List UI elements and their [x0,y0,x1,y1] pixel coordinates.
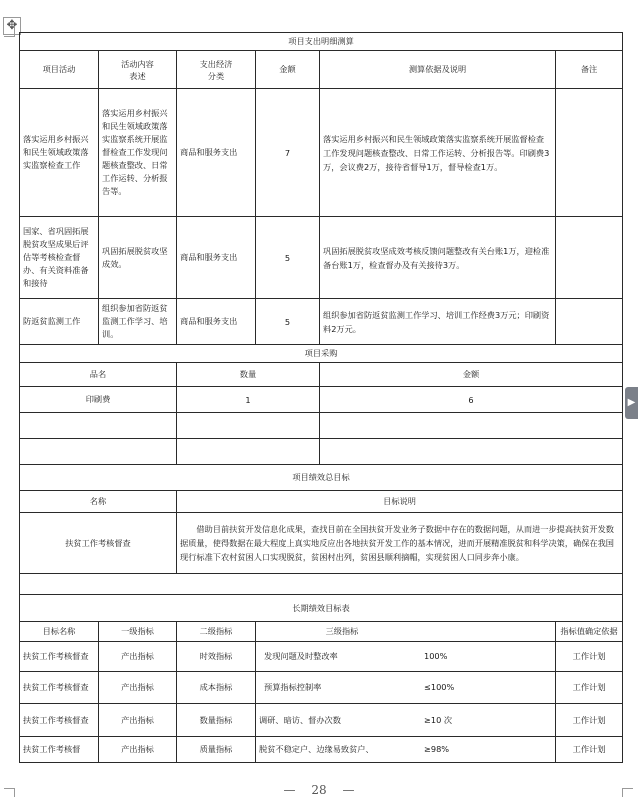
page-number-value: 28 [311,783,327,797]
header-level1: 一级指标 [99,622,177,642]
header-goal-description: 目标说明 [177,491,623,513]
goal-level3: 预算指标控制率 [264,682,322,692]
header-amount: 金额 [256,51,320,89]
header-note: 备注 [556,51,623,89]
expense-note [556,299,623,345]
procurement-quantity [177,439,320,465]
goal-target-name: 扶贫工作考核督查 [20,704,99,737]
expense-amount: 5 [256,217,320,299]
expense-basis: 组织参加省防返贫监测工作学习、培训工作经费3万元；印刷资料2万元。 [320,299,556,345]
goal-target-name: 扶贫工作考核督 [20,737,99,763]
page-number [0,783,638,803]
procurement-amount: 6 [320,387,623,413]
procurement-quantity: 1 [177,387,320,413]
header-quantity: 数量 [177,363,320,387]
table-move-handle-icon[interactable]: ✥ [3,17,21,35]
header-basis: 测算依据及说明 [320,51,556,89]
expense-activity: 落实运用乡村振兴和民生领域政策落实监察检查工作 [20,89,99,217]
procurement-item-name [20,439,177,465]
procurement-amount [320,413,623,439]
expense-activity: 防返贫监测工作 [20,299,99,345]
goal-basis: 工作计划 [556,704,623,737]
expense-content: 巩固拓展脱贫攻坚成效。 [99,217,177,299]
goal-level2: 数量指标 [177,704,256,737]
goal-value: 100% [424,651,448,661]
budget-table [19,32,623,763]
expense-note [556,217,623,299]
header-category: 支出经济 分类 [177,51,256,89]
goal-value: ≥10 次 [424,714,453,725]
page-corner-mark [4,26,15,37]
goal-value: ≤100% [424,682,455,692]
goal-target-name: 扶贫工作考核督查 [20,672,99,704]
blank-row [20,574,623,595]
section-title-procurement: 项目采购 [20,345,623,363]
page-number-dash-left: — [283,783,296,797]
goal-name: 扶贫工作考核督查 [20,513,177,574]
goal-level2: 成本指标 [177,672,256,704]
goal-level3: 脱贫不稳定户、边缘易致贫户、 [259,744,374,754]
goal-description: 借助目前扶贫开发信息化成果，查找目前在全国扶贫开发业务子数据中存在的数据问题，从而进一步提高扶贫开发数据质量，使得数据在最大程度上真实地反应出各地扶贫开发工作的基本情况，进而开展精准脱贫和科学决策，确保在我国现行标准下农村贫困人口实现脱贫，贫困村出列，贫困县顺利摘帽，实现贫困人口同步奔小康。 [177,513,623,574]
expense-category: 商品和服务支出 [177,217,256,299]
expense-basis: 巩固拓展脱贫攻坚成效考核反馈问题整改有关台账1万，迎检准备台账1万，检查督办及有关接待3万。 [320,217,556,299]
goal-level3: 发现问题及时整改率 [264,651,338,661]
header-content: 活动内容 表述 [99,51,177,89]
expense-category: 商品和服务支出 [177,89,256,217]
header-level3: 三级指标 [256,622,556,642]
procurement-quantity [177,413,320,439]
procurement-item-name: 印刷费 [20,387,177,413]
goal-level1: 产出指标 [99,672,177,704]
goal-basis: 工作计划 [556,642,623,672]
goal-target-name: 扶贫工作考核督查 [20,642,99,672]
expense-note [556,89,623,217]
header-activity: 项目活动 [20,51,99,89]
expense-basis: 落实运用乡村振兴和民生领域政策落实监察系统开展监督检查工作发现问题核查整改、日常工作运转、分析报告等。印刷费3万，会议费2万，接待省督导1万，督导检查1万。 [320,89,556,217]
expense-category: 商品和服务支出 [177,299,256,345]
header-goal-name: 名称 [20,491,177,513]
goal-value: ≥98% [424,744,450,754]
goal-level3: 调研、暗访、督办次数 [259,714,341,725]
page-number-dash-right: — [342,783,355,797]
procurement-amount [320,439,623,465]
header-value-basis: 指标值确定依据 [556,622,623,642]
header-procurement-amount: 金额 [320,363,623,387]
goal-level1: 产出指标 [99,704,177,737]
goal-level1: 产出指标 [99,642,177,672]
expense-content: 组织参加省防返贫监测工作学习、培训。 [99,299,177,345]
goal-basis: 工作计划 [556,672,623,704]
expense-amount: 5 [256,299,320,345]
header-level2: 二级指标 [177,622,256,642]
section-title-expense-detail: 项目支出明细测算 [20,33,623,51]
section-title-performance-goal: 项目绩效总目标 [20,465,623,491]
header-item-name: 品名 [20,363,177,387]
expense-activity: 国家、省巩固拓展脱贫攻坚成果后评估等考核检查督办、有关资料准备和接待 [20,217,99,299]
goal-level2: 质量指标 [177,737,256,763]
procurement-item-name [20,413,177,439]
side-panel-toggle-icon[interactable]: ▶ [625,387,638,419]
expense-content: 落实运用乡村振兴和民生领域政策落实监察系统开展监督检查工作发现问题核查整改、日常工作运转、分析报告等。 [99,89,177,217]
goal-level1: 产出指标 [99,737,177,763]
section-title-long-term-goals: 长期绩效目标表 [20,595,623,622]
goal-basis: 工作计划 [556,737,623,763]
goal-level2: 时效指标 [177,642,256,672]
header-target-name: 目标名称 [20,622,99,642]
expense-amount: 7 [256,89,320,217]
